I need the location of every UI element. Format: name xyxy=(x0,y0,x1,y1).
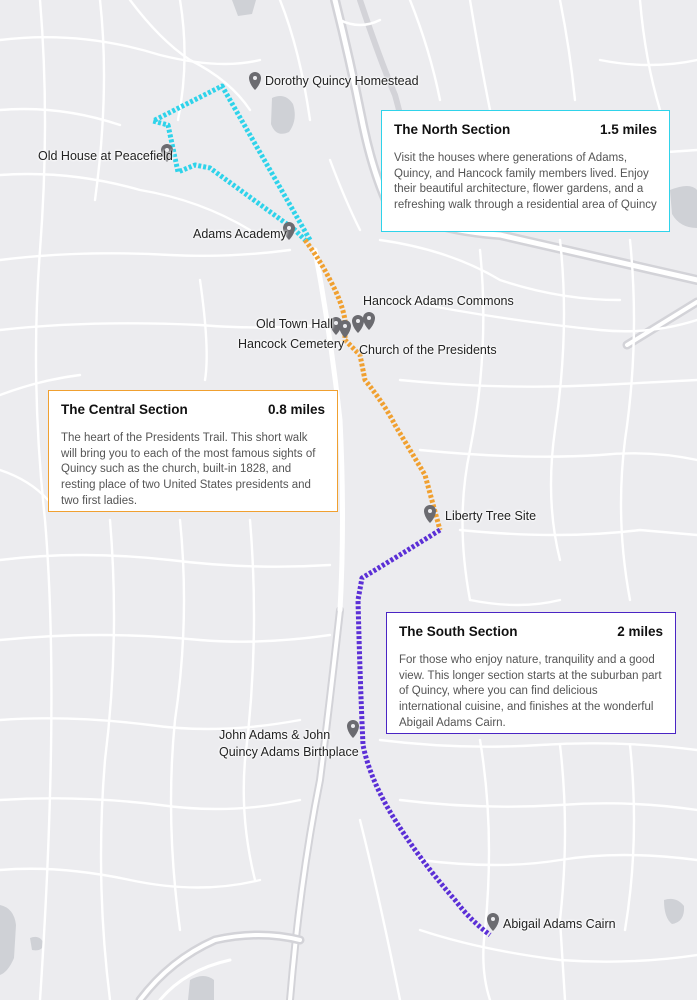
label-adams-birthplace-line1: John Adams & John xyxy=(219,728,331,742)
label-old-town-hall[interactable]: Old Town Hall xyxy=(256,317,333,331)
label-church-of-the-presidents[interactable]: Church of the Presidents xyxy=(359,343,497,357)
central-section-description: The heart of the Presidents Trail. This short walk will bring you to each of the most famous sights of Quincy such as the church, built-in 1828, and resting place of two United States presidents and two first ladies. xyxy=(61,432,316,507)
central-section-distance: 0.8 miles xyxy=(267,402,325,417)
label-adams-academy[interactable]: Adams Academy xyxy=(193,227,287,241)
label-hancock-cemetery[interactable]: Hancock Cemetery xyxy=(238,337,345,351)
label-hancock-adams-commons[interactable]: Hancock Adams Commons xyxy=(363,294,514,308)
north-section-card xyxy=(381,110,670,232)
central-section-card xyxy=(48,390,338,512)
south-section-card xyxy=(386,612,676,734)
label-old-house-peacefield[interactable]: Old House at Peacefield xyxy=(38,149,173,163)
north-section-title: The North Section xyxy=(394,122,511,137)
south-section-description: For those who enjoy nature, tranquility and a good view. This longer section starts at the suburban part of Quincy, where you can find delicious international cuisine, and finishes at the wonderful Abigail Adams Cairn. xyxy=(399,654,662,729)
central-section-title: The Central Section xyxy=(61,402,188,417)
label-adams-birthplace-line2: Quincy Adams Birthplace xyxy=(219,744,359,759)
north-section-description: Visit the houses where generations of Adams, Quincy, and Hancock family members lived. Enjoy their beautiful architecture, flower gardens, and a refreshing walk through a residential area of Quincy xyxy=(394,152,657,211)
label-abigail-adams-cairn[interactable]: Abigail Adams Cairn xyxy=(503,917,616,931)
south-section-distance: 2 miles xyxy=(617,624,663,639)
label-liberty-tree-site[interactable]: Liberty Tree Site xyxy=(445,509,537,523)
label-dorothy-quincy-homestead[interactable]: Dorothy Quincy Homestead xyxy=(265,74,419,88)
north-section-distance: 1.5 miles xyxy=(599,122,657,137)
south-section-title: The South Section xyxy=(399,624,518,639)
label-adams-birthplace[interactable] xyxy=(219,727,359,761)
